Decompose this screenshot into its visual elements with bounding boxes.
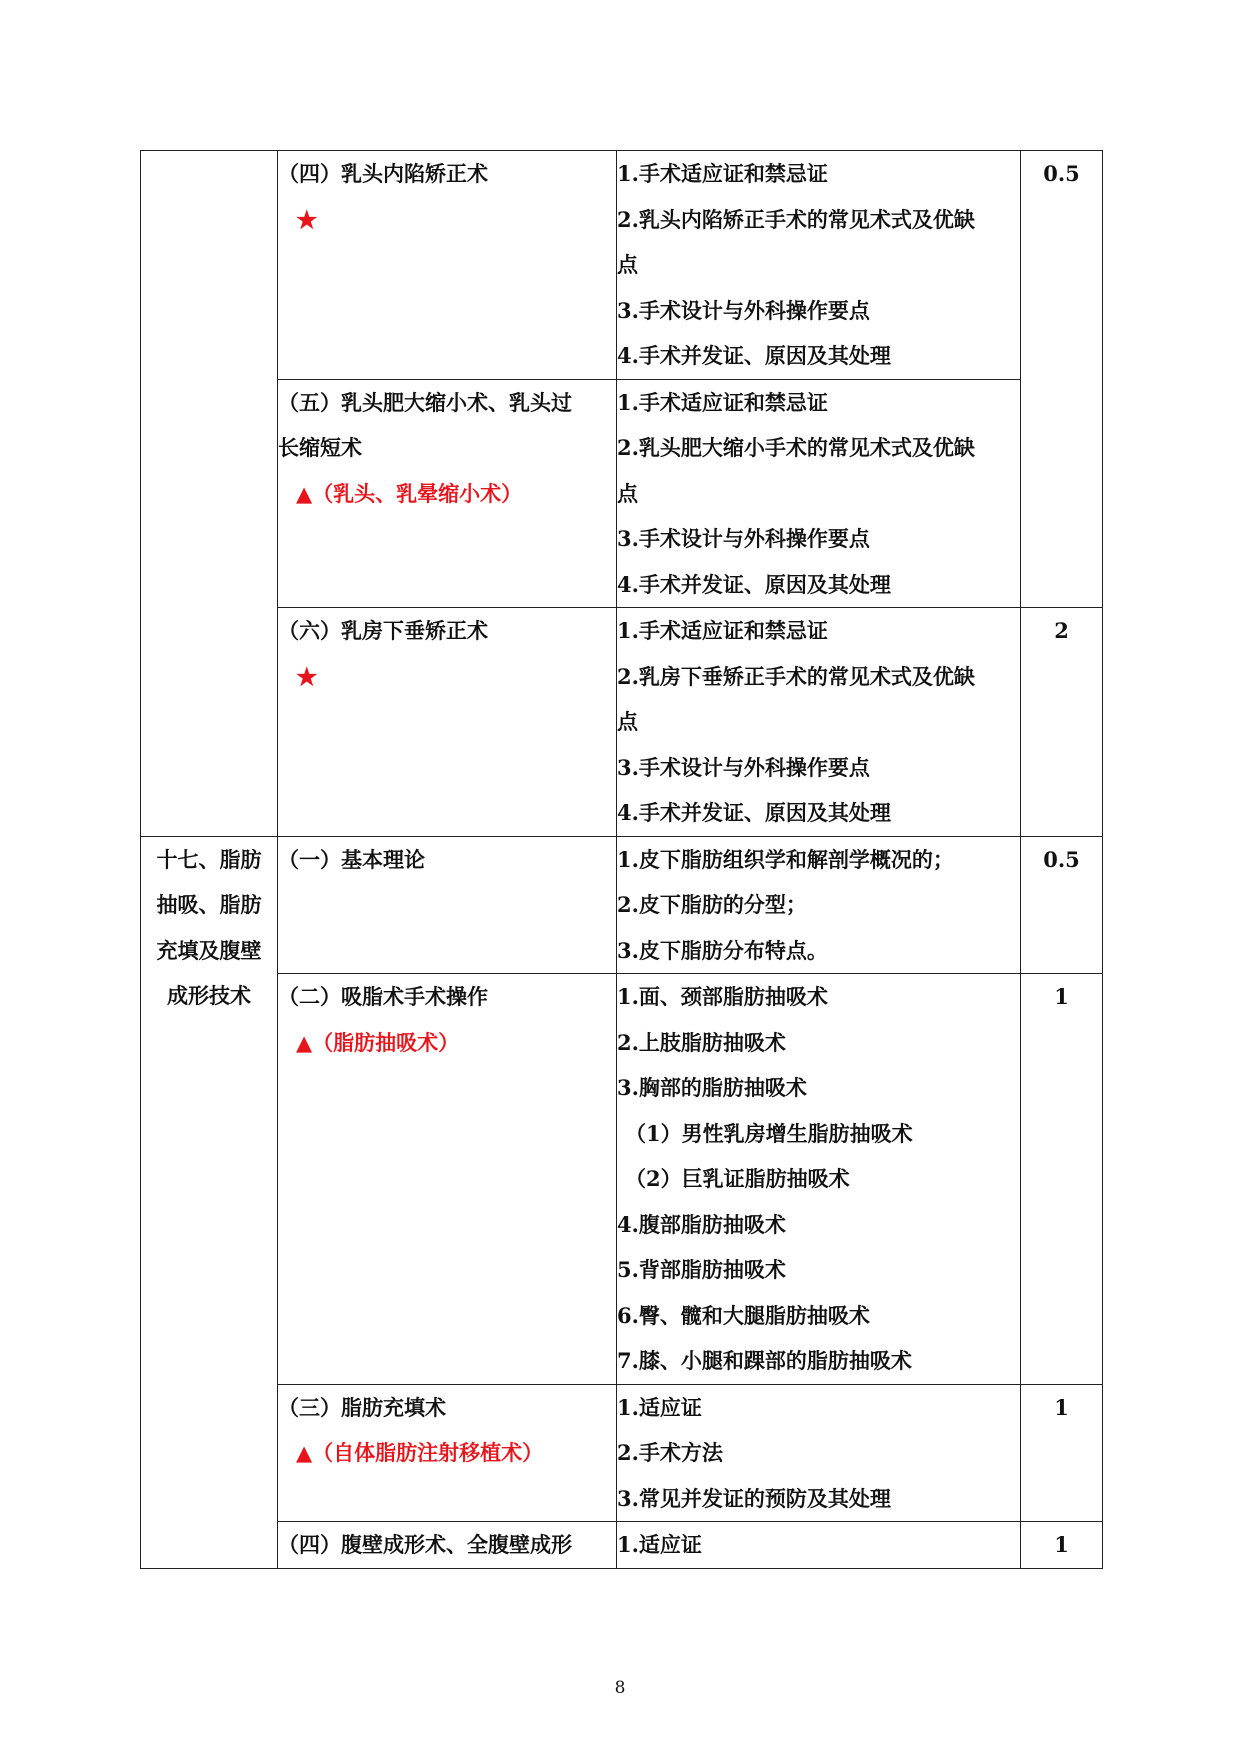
category-line: 十七、脂肪 (156, 846, 262, 872)
detail-item: 4.手术并发证、原因及其处理 (617, 571, 891, 597)
topic-cell (278, 1522, 617, 1569)
topic-cell (278, 151, 617, 380)
detail-item: 2.乳房下垂矫正手术的常见术式及优缺 (617, 663, 975, 689)
detail-item: 2.乳头肥大缩小手术的常见术式及优缺 (617, 435, 975, 460)
detail-item: 1.适应证 (617, 1532, 702, 1557)
detail-item: 2.皮下脂肪的分型； (617, 892, 807, 917)
triangle-mark-note: ▲（脂肪抽吸术） (296, 1029, 460, 1055)
topic-title: （二）吸脂术手术操作 (278, 984, 488, 1009)
detail-cell (617, 608, 1021, 837)
detail-item: 4.手术并发证、原因及其处理 (617, 343, 891, 368)
detail-item: 2.乳头内陷矫正手术的常见术式及优缺 (617, 206, 975, 232)
category-line: 抽吸、脂肪 (156, 892, 262, 917)
detail-item: 2.手术方法 (617, 1440, 723, 1465)
detail-item: 3.手术设计与外科操作要点 (617, 526, 870, 551)
table-row (141, 1522, 1103, 1569)
detail-cell (617, 379, 1021, 608)
detail-item: 1.面、颈部脂肪抽吸术 (617, 984, 828, 1009)
detail-item: 1.适应证 (617, 1394, 702, 1420)
detail-item: 点 (617, 480, 638, 506)
hours-cell (1021, 151, 1103, 608)
detail-item: 点 (617, 709, 638, 734)
detail-item: 2.上肢脂肪抽吸术 (617, 1029, 786, 1055)
detail-item: 3.手术设计与外科操作要点 (617, 297, 870, 323)
hours-cell (1021, 836, 1103, 974)
topic-title-line: 长缩短术 (278, 435, 362, 460)
hours-cell (1021, 1384, 1103, 1522)
topic-cell (278, 836, 617, 974)
hours-cell (1021, 1522, 1103, 1569)
page-number: 8 (614, 1678, 626, 1698)
topic-title-line: （五）乳头肥大缩小术、乳头过 (278, 389, 572, 415)
topic-cell (278, 379, 617, 608)
detail-item: 3.手术设计与外科操作要点 (617, 754, 870, 780)
detail-item: 4.手术并发证、原因及其处理 (617, 800, 891, 825)
topic-cell (278, 974, 617, 1385)
hours-value: 1 (1054, 1394, 1069, 1420)
category-cell (141, 836, 278, 1568)
category-line: 成形技术 (167, 983, 251, 1008)
curriculum-table (140, 150, 1103, 1569)
hours-value: 0.5 (1043, 846, 1080, 872)
triangle-mark-note: ▲（自体脂肪注射移植术） (296, 1440, 544, 1465)
detail-item: 点 (617, 252, 638, 277)
table-row (141, 151, 1103, 380)
table-row (141, 836, 1103, 974)
table-row (141, 974, 1103, 1385)
detail-item: 1.皮下脂肪组织学和解剖学概况的； (617, 846, 954, 872)
detail-item: 7.膝、小腿和踝部的脂肪抽吸术 (617, 1348, 912, 1373)
detail-cell (617, 1522, 1021, 1569)
topic-title: （一）基本理论 (278, 846, 425, 872)
category-line: 充填及腹壁 (156, 937, 262, 963)
detail-item: 3.常见并发证的预防及其处理 (617, 1485, 891, 1511)
detail-item: 1.手术适应证和禁忌证 (617, 618, 828, 643)
hours-value: 1 (1054, 984, 1069, 1009)
detail-subitem: （1）男性乳房增生脂肪抽吸术 (625, 1120, 913, 1146)
detail-item: 4.腹部脂肪抽吸术 (617, 1211, 786, 1237)
table-row (141, 1384, 1103, 1522)
table-row (141, 608, 1103, 837)
star-mark-icon: ★ (296, 661, 318, 691)
topic-title: （六）乳房下垂矫正术 (278, 618, 488, 643)
detail-item: 3.皮下脂肪分布特点。 (617, 937, 828, 963)
detail-cell (617, 151, 1021, 380)
hours-value: 2 (1054, 618, 1069, 643)
topic-title: （三）脂肪充填术 (278, 1394, 446, 1420)
detail-item: 1.手术适应证和禁忌证 (617, 161, 828, 186)
detail-cell (617, 1384, 1021, 1522)
detail-item: 6.臀、髋和大腿脂肪抽吸术 (617, 1302, 870, 1328)
detail-item: 3.胸部的脂肪抽吸术 (617, 1075, 807, 1100)
hours-cell (1021, 974, 1103, 1385)
hours-cell (1021, 608, 1103, 837)
hours-value: 1 (1054, 1532, 1069, 1557)
detail-subitem: （2）巨乳证脂肪抽吸术 (625, 1166, 850, 1191)
triangle-mark-note: ▲（乳头、乳晕缩小术） (296, 480, 523, 506)
table-row (141, 379, 1103, 608)
star-mark-icon: ★ (296, 204, 318, 234)
topic-cell (278, 1384, 617, 1522)
topic-title: （四）乳头内陷矫正术 (278, 161, 488, 186)
hours-value: 0.5 (1043, 161, 1080, 186)
detail-cell (617, 974, 1021, 1385)
detail-cell (617, 836, 1021, 974)
category-cell-empty (141, 151, 278, 837)
detail-item: 1.手术适应证和禁忌证 (617, 389, 828, 415)
topic-title: （四）腹壁成形术、全腹壁成形 (278, 1532, 572, 1557)
topic-cell (278, 608, 617, 837)
detail-item: 5.背部脂肪抽吸术 (617, 1257, 786, 1282)
